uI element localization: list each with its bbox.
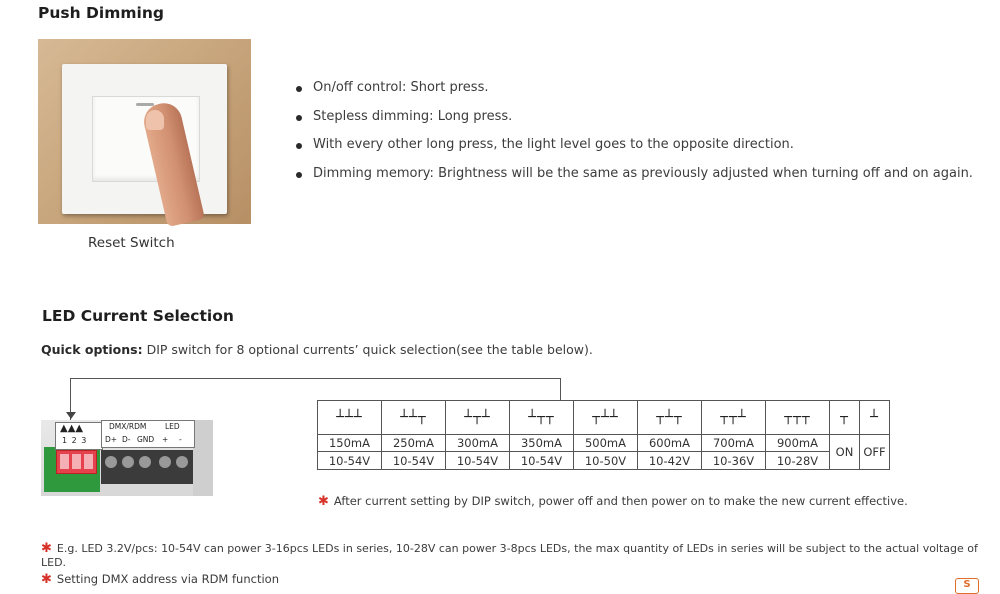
dmx-label: DMX/RDM — [109, 422, 147, 431]
off-label: OFF — [860, 435, 890, 470]
dip-switch[interactable] — [56, 450, 97, 474]
bullet-item: On/off control: Short press. — [296, 80, 973, 109]
terminal-screw-icon — [176, 456, 188, 468]
switch-indicator — [136, 103, 154, 106]
terminal-plus: + — [162, 435, 169, 444]
bullet-item: Dimming memory: Brightness will be the same as previously adjusted when turning off and on again. — [296, 166, 973, 195]
footnote — [41, 541, 1000, 569]
footnote — [41, 572, 279, 587]
current-cell: 300mA — [446, 435, 510, 452]
terminal-gnd: GND — [137, 435, 155, 444]
terminal-screw-icon — [105, 456, 117, 468]
voltage-cell: 10-28V — [766, 452, 830, 470]
fingernail-image — [146, 110, 164, 130]
off-icon-cell: ┴ — [860, 401, 890, 435]
dip-icons-cell: ┴┴┴ — [318, 401, 382, 435]
terminal-screw-icon — [159, 456, 171, 468]
push-dimming-list — [296, 80, 973, 194]
dip-icons-cell: ┬┬┴ — [702, 401, 766, 435]
dip-icons-cell: ┬┴┬ — [638, 401, 702, 435]
table-note-text: After current setting by DIP switch, power off and then power on to make the new current effective. — [333, 494, 908, 508]
terminal-block — [101, 450, 193, 484]
photo-caption: Reset Switch — [88, 235, 175, 251]
dip-icons-cell: ┬┴┴ — [574, 401, 638, 435]
asterisk-icon: ✱ — [41, 572, 52, 587]
dip-icons-cell: ┴┬┬ — [510, 401, 574, 435]
terminal-label-frame — [101, 420, 195, 448]
footnote-text: E.g. LED 3.2V/pcs: 10-54V can power 3-16pcs LEDs in series, 10-28V can power 3-8pcs LEDs, the max quantity of LEDs in series will be subject to the actual voltage of LED. — [41, 542, 978, 569]
voltage-cell: 10-36V — [702, 452, 766, 470]
dip-lever[interactable] — [84, 454, 93, 469]
current-cell: 150mA — [318, 435, 382, 452]
led-label: LED — [165, 422, 180, 431]
current-cell: 900mA — [766, 435, 830, 452]
connector-line — [560, 378, 561, 400]
voltage-cell: 10-54V — [446, 452, 510, 470]
bullet-item: Stepless dimming: Long press. — [296, 109, 973, 138]
dip-icons-cell: ┴┬┴ — [446, 401, 510, 435]
asterisk-icon: ✱ — [41, 541, 52, 556]
brand-logo-icon: S — [955, 578, 979, 594]
voltage-cell: 10-54V — [510, 452, 574, 470]
current-cell: 500mA — [574, 435, 638, 452]
arrow-down-icon — [66, 412, 76, 419]
dip-lever[interactable] — [72, 454, 81, 469]
on-icon-cell: ┬ — [830, 401, 860, 435]
dip-icons-cell: ┬┬┬ — [766, 401, 830, 435]
current-cell: 600mA — [638, 435, 702, 452]
voltage-cell: 10-50V — [574, 452, 638, 470]
on-label: ON — [830, 435, 860, 470]
bullet-item: With every other long press, the light level goes to the opposite direction. — [296, 137, 973, 166]
quick-options-label: Quick options: — [41, 342, 143, 357]
terminal-minus: - — [179, 435, 182, 444]
terminal-screw-icon — [122, 456, 134, 468]
led-current-title: LED Current Selection — [42, 307, 234, 325]
current-cell: 350mA — [510, 435, 574, 452]
voltage-cell: 10-54V — [318, 452, 382, 470]
quick-options-text: DIP switch for 8 optional currents’ quick selection(see the table below). — [142, 342, 593, 357]
footnote-text: Setting DMX address via RDM function — [56, 572, 279, 586]
voltage-cell: 10-54V — [382, 452, 446, 470]
quick-options — [41, 342, 593, 357]
push-dimming-title: Push Dimming — [38, 4, 164, 22]
dip-position-icons: ▲▲▲ — [60, 423, 84, 434]
connector-line — [70, 378, 561, 379]
current-cell: 250mA — [382, 435, 446, 452]
asterisk-icon: ✱ — [318, 494, 329, 509]
voltage-cell: 10-42V — [638, 452, 702, 470]
terminal-screw-icon — [139, 456, 151, 468]
terminal-d-minus: D- — [122, 435, 131, 444]
dip-icons-cell: ┴┴┬ — [382, 401, 446, 435]
table-note — [318, 494, 908, 509]
terminal-d-plus: D+ — [105, 435, 118, 444]
device-side — [193, 420, 213, 496]
current-cell: 700mA — [702, 435, 766, 452]
dip-current-table — [317, 400, 890, 470]
dip-lever[interactable] — [60, 454, 69, 469]
dip-numbers: 1 2 3 — [62, 436, 87, 445]
